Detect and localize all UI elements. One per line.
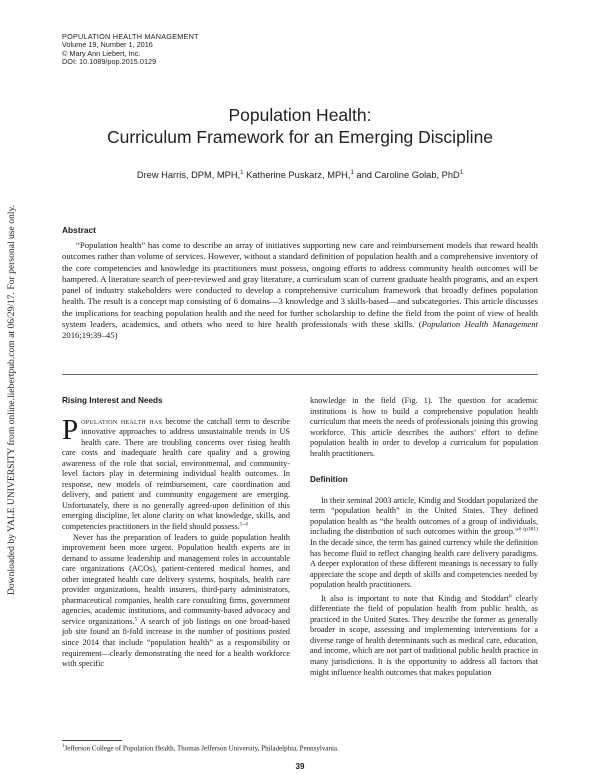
citation-ref: 1–4 bbox=[239, 521, 248, 528]
citation-ref: 6 bbox=[508, 593, 512, 600]
footnote-marker: 1 bbox=[62, 744, 65, 749]
abstract-text: “Population health” has come to describe an array of initiatives supporting new care and reimbursement models that reward health outcomes rather than volume of services. However, without a standard definition of population health and a comprehensive inventory of the core competencies and knowledge its practitioners must possess, ongoing efforts to address community health outcomes will be hampered. A literature search of peer-reviewed and gray literature, a curriculum scan of current graduate health programs, and an expert panel of industry stakeholders were conducted to develop a comprehensive curriculum framework that broadly defines population health. The result is a concept map consisting of 6 domains—3 knowledge and 3 skills-based—and subcategories. This article discusses the implications for teaching population health and the need for further scholarship to define the field from the point of view of health system leaders, academics, and others who need to hire health professionals with these skills. ( bbox=[62, 240, 538, 330]
footnote-divider bbox=[62, 740, 122, 741]
author-list bbox=[60, 170, 540, 180]
author-2: Katherine Puskarz, MPH, bbox=[243, 170, 351, 181]
paragraph-kindig-tail: In the decade since, the term has gained currency while the definition has become fluid to reflect changing health care delivery paradigms. A deeper exploration of these different meanings is necessary to fully appreciate the scope and depth of skills and competencies needed by population health practitioners. bbox=[310, 538, 538, 590]
download-notice bbox=[6, 70, 18, 730]
affiliation-footnote bbox=[62, 744, 339, 752]
lead-in-smallcaps: opulation health has bbox=[81, 416, 163, 426]
left-column bbox=[62, 396, 290, 670]
paragraph-leaders-text: Never has the preparation of leaders to guide population health improvement been more urgent. Population health experts are in demand to assume leadership and management roles in accountable care organizations (ACOs), patient-centered medical homes, and other integrated health care delivery systems, hospitals, health care provider organizations, health insurers, third-party administrators, pharmaceutical companies, health care consulting firms, government agencies, academic institutions, and community-based advocacy and service organizations. bbox=[62, 532, 290, 626]
paragraph-leaders-tail: A search of job listings on one broad-based job site found an 8-fold increase in the number of positions posted since 2014 that include “population health” as a responsibility or requirement—clearly demonstrating the need for a health workforce with specific bbox=[62, 616, 290, 669]
citation-ref: 6 (p381) bbox=[518, 526, 538, 533]
paragraph-public-health-text: It also is important to note that Kindig and Stoddart bbox=[321, 593, 509, 603]
article-title bbox=[60, 104, 540, 148]
journal-volume: Volume 19, Number 1, 2016 bbox=[62, 40, 153, 50]
abstract-citation-tail: 2016;19:39–45) bbox=[62, 330, 118, 341]
abstract-citation-journal: Population Health Management bbox=[421, 319, 538, 330]
paragraph-continued: knowledge in the field (Fig. 1). The question for academic institutions is how to build a comprehensive population health curriculum that meets the needs of professionals joining this growing workforce. This article describes the authors’ effort to define population health in order to develop a curriculum for population health practitioners. bbox=[310, 396, 538, 458]
section-divider bbox=[62, 374, 538, 375]
title-line-2: Curriculum Framework for an Emerging Discipline bbox=[106, 127, 494, 147]
download-notice-text: Downloaded by YALE UNIVERSITY from online.liebertpub.com at 06/29/17. For personal use only. bbox=[6, 204, 17, 596]
footnote-text: Jefferson College of Population Health, Thomas Jefferson University, Philadelphia, Pennsylvania. bbox=[64, 744, 339, 753]
paragraph-intro bbox=[62, 413, 290, 533]
paragraph-kindig-text: In their seminal 2003 article, Kindig and Stoddart popularized the term “population health” in the United States. They defined population health as “the health outcomes of a group of individuals, including the distribution of such outcomes within the group.” bbox=[310, 495, 538, 537]
section-heading-definition: Definition bbox=[310, 475, 348, 485]
journal-header bbox=[62, 33, 199, 67]
paragraph-public-health-tail: clearly differentiate the field of population health from public health, as practiced in the United States. They describe the former as generally broader in scope, assessing and implementing interventions for a diverse range of health determinants such as medical care, education, and income, which are not part of traditional public health practice in many jurisdictions. It is the opportunity to address all factors that might influence health outcomes that makes population bbox=[310, 593, 538, 677]
paragraph-public-health bbox=[310, 594, 538, 678]
drop-cap: P bbox=[62, 413, 79, 446]
abstract-heading: Abstract bbox=[62, 225, 96, 235]
right-column bbox=[310, 396, 538, 678]
journal-copyright: © Mary Ann Liebert, Inc. bbox=[62, 48, 141, 58]
page-number: 39 bbox=[295, 762, 305, 771]
author-3: and Caroline Golab, PhD bbox=[353, 170, 460, 181]
title-line-1: Population Health: bbox=[228, 105, 372, 125]
author-1-affiliation: 1 bbox=[240, 170, 244, 176]
author-1: Drew Harris, DPM, MPH, bbox=[136, 170, 241, 181]
journal-name: POPULATION HEALTH MANAGEMENT bbox=[62, 32, 199, 41]
abstract-body bbox=[62, 240, 538, 342]
journal-doi: DOI: 10.1089/pop.2015.0129 bbox=[62, 57, 157, 67]
section-heading-rising-interest: Rising Interest and Needs bbox=[62, 396, 163, 405]
author-2-affiliation: 1 bbox=[350, 170, 354, 176]
citation-ref: 5 bbox=[134, 616, 138, 623]
paragraph-kindig bbox=[310, 496, 538, 591]
author-3-affiliation: 1 bbox=[459, 170, 464, 176]
paragraph-intro-text: become the catchall term to describe innovative approaches to address unsustainable trends in US health care. There are troubling concerns over rising health care costs and inadequate health care quality and a growing awareness of the role that social, environmental, and community-level factors play in determining individual health outcomes. In response, new models of reimbursement, care coordination and delivery, and patient and community engagement are emerging. Unfortunately, there is no generally agreed-upon definition of this emerging discipline, let alone clarity on what knowledge, skills, and competencies practitioners in the field should possess. bbox=[62, 416, 290, 532]
paragraph-leaders bbox=[62, 533, 290, 670]
